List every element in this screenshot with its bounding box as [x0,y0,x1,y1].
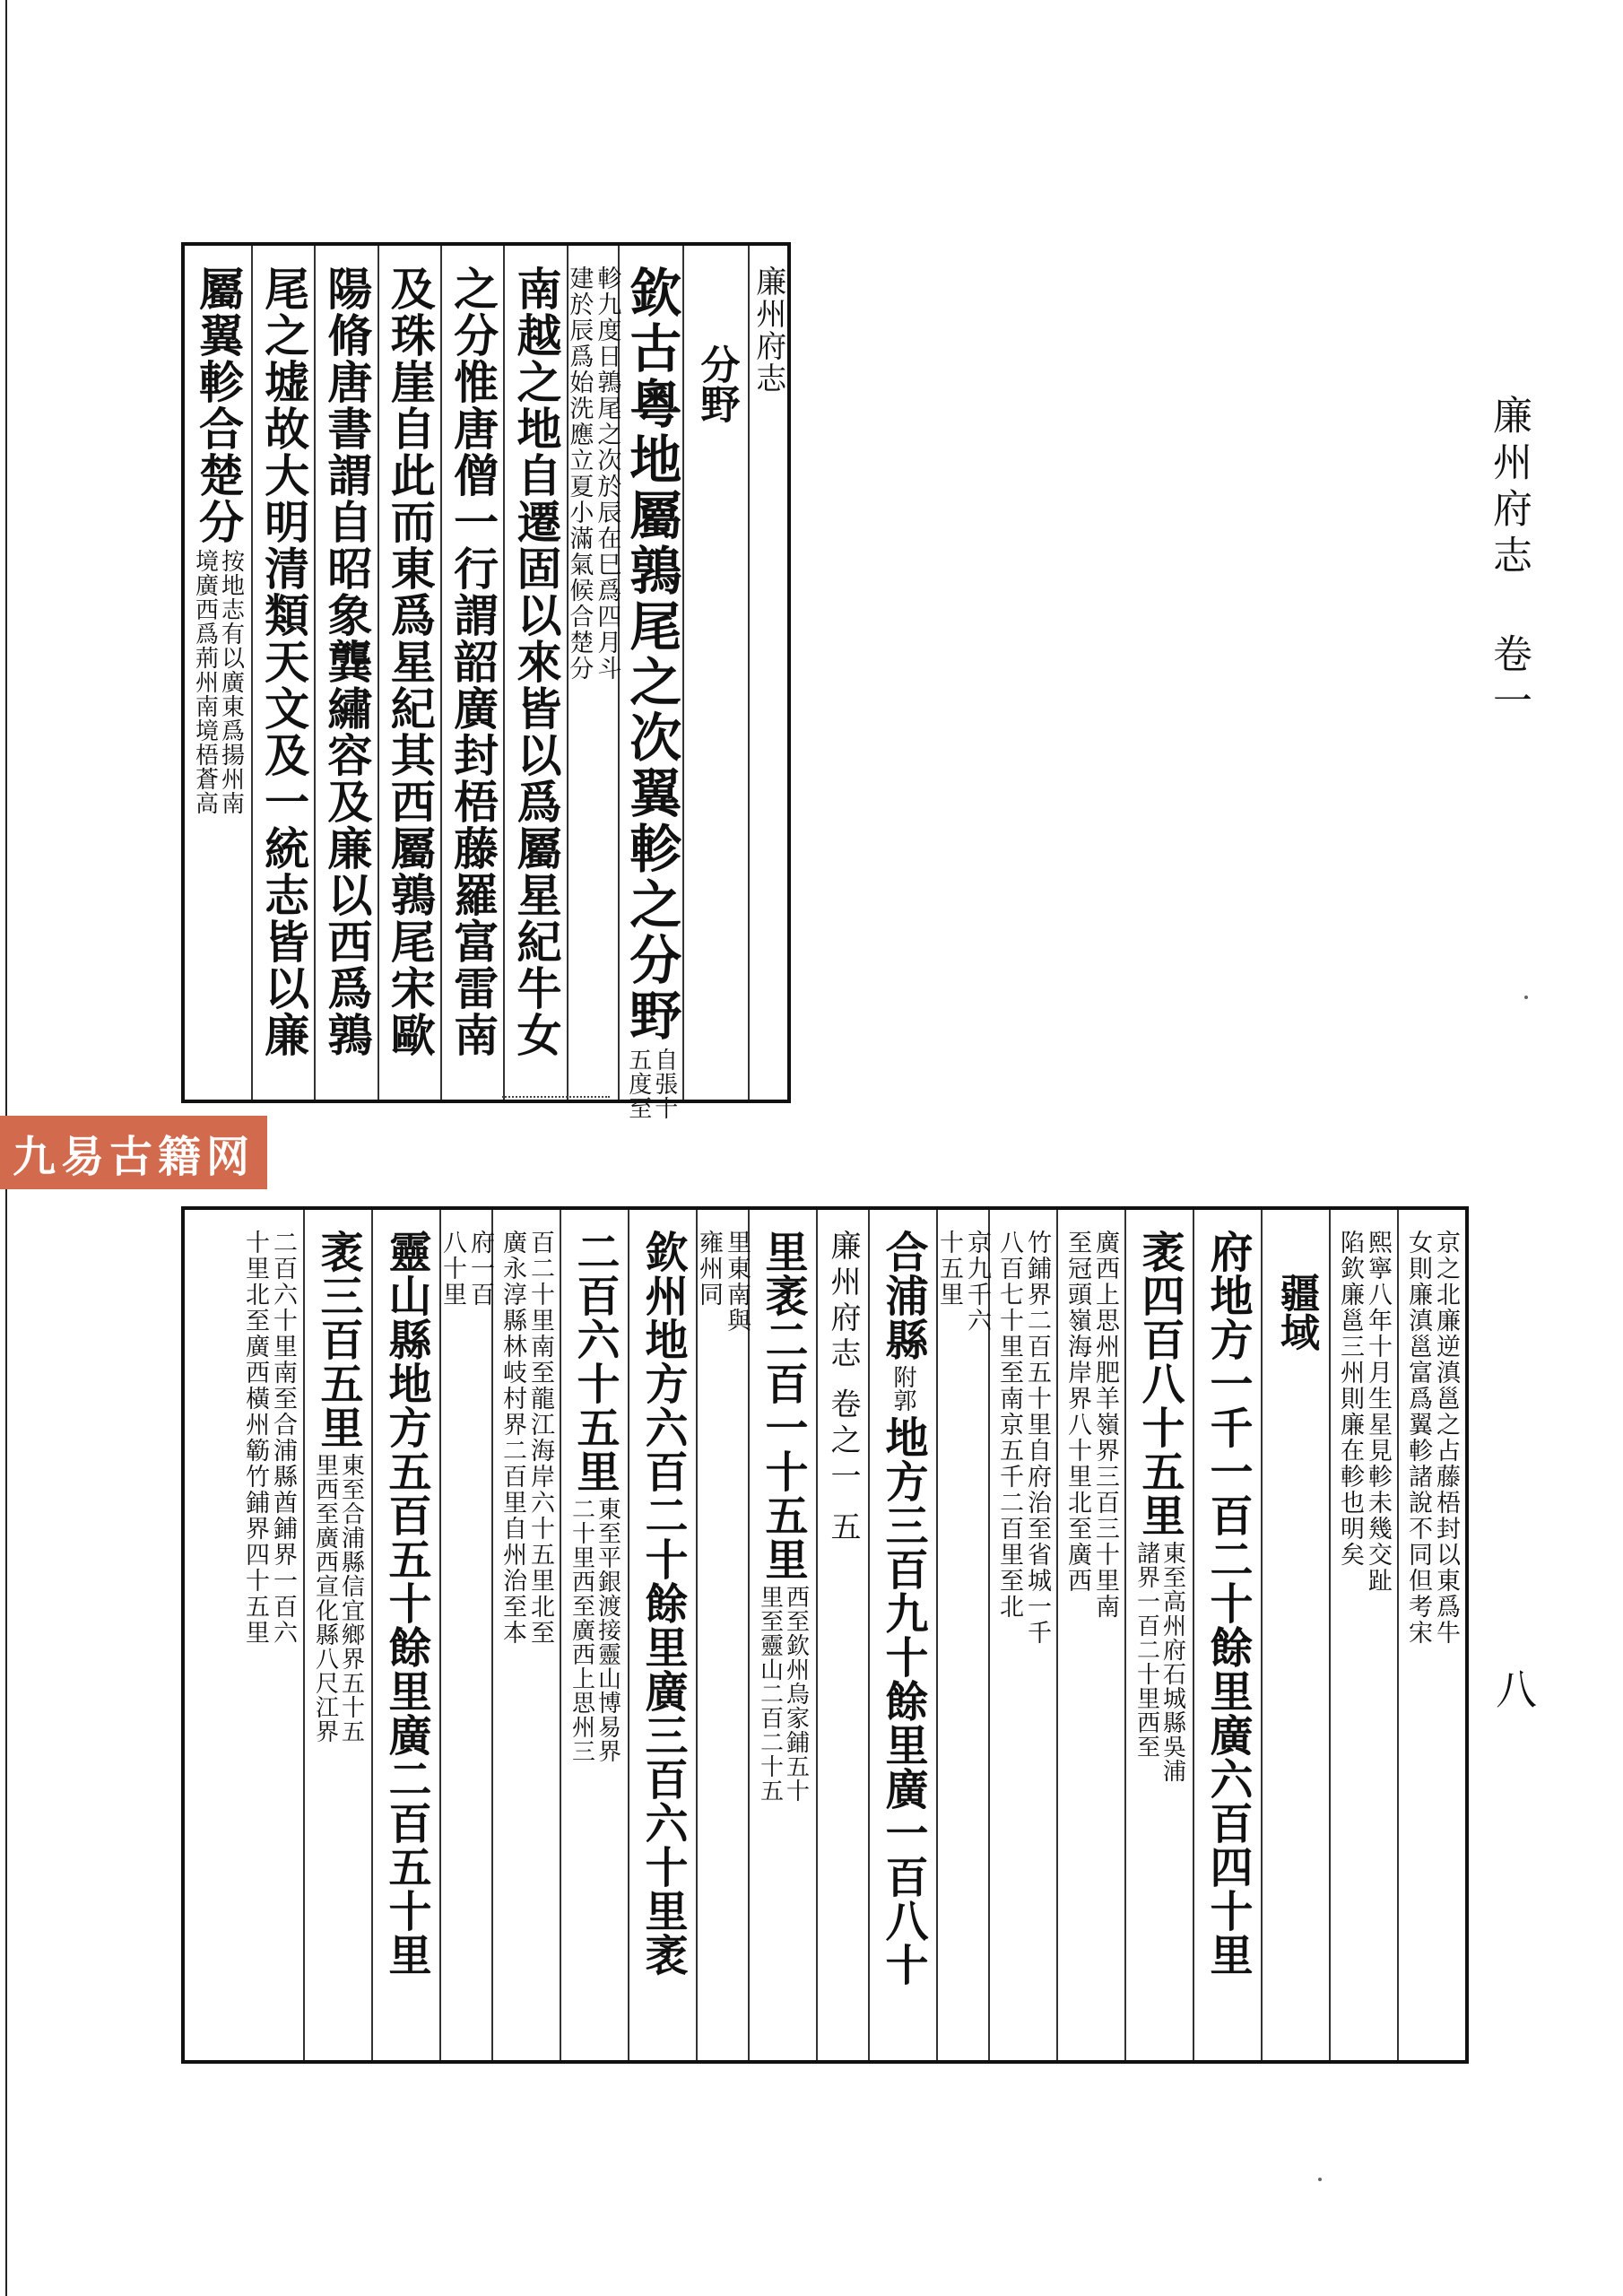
note-text: 京九千六 [963,1230,991,1334]
column-section [682,246,747,1100]
column-text [503,246,566,1100]
column-text [314,246,377,1100]
column-note [1329,1210,1397,2060]
note-text: 自張十 [650,1048,678,1120]
column-text [378,246,440,1100]
note-text: 西至欽州烏家鋪五十 [782,1585,810,1803]
scan-speck [1318,2178,1322,2181]
main-text: 袤三百五里 [313,1230,363,1449]
main-text: 南越之地自遷固以來皆以爲屬星紀牛女 [509,265,563,1058]
column-text [628,1210,696,2060]
column-note [935,1210,991,2060]
column-note [438,1210,494,2060]
column-text [185,246,251,1100]
column-note [565,246,621,1100]
note-text: 軫九度日鶉尾之次於辰在巳爲四月斗 [593,265,621,682]
column-note [988,1210,1056,2060]
column-text [618,246,682,1120]
column-text [748,1210,816,2060]
note-text: 府一百 [466,1230,494,1308]
main-text: 欽古粵地屬鶉尾之次翼軫之分野 [621,265,682,1044]
note-text: 東至平銀渡接靈山博易界 [594,1497,621,1763]
note-text: 八十里 [438,1230,466,1308]
running-header-volume: 卷一 [1486,633,1532,726]
page-bottom-mark [502,1096,610,1098]
note-text: 竹鋪界二百五十里自府治至省城一千 [1023,1230,1051,1646]
main-text: 府地方一千一百二十餘里廣六百四十里 [1202,1230,1253,1977]
column-text [371,1210,439,2060]
running-header-title: 廉州府志 [1486,395,1532,581]
margin-title: 廉州府志 [750,265,786,395]
column-margin [748,246,787,1100]
running-header [1486,395,1532,726]
note-text: 二百六十里南至合浦縣酋鋪界一百六 [269,1230,297,1646]
column-note [695,1210,751,2060]
note-text: 諸界一百二十里西至 [1133,1541,1160,1759]
column-note [491,1210,560,2060]
scan-speck [1524,996,1528,999]
main-text: 二百六十五里 [569,1230,620,1493]
main-text: 合浦縣 [878,1230,928,1361]
note-text: 女則廉滇邕富爲翼軫諸說不同但考宋 [1404,1230,1432,1646]
column-text [1193,1210,1261,2060]
column-note [1397,1210,1465,2060]
note-text: 至冠頭嶺海岸界八十里北至廣西 [1063,1230,1091,1594]
column-text [1124,1210,1193,2060]
note-text: 東至高州府石城縣吳浦 [1159,1541,1186,1783]
column-note [235,1210,303,2060]
note-text: 按地志有以廣東爲揚州南 [217,549,245,815]
column-text [440,246,503,1100]
main-text: 之分惟唐僧一行謂韶廣封梧藤羅富雷南 [447,265,500,1058]
fold-caption: 廉州府志 卷之一 五 [825,1230,861,1547]
column-text [560,1210,628,2060]
note-text: 建於辰爲始洗應立夏小滿氣候合楚分 [565,265,594,682]
note-text: 五度至 [624,1048,652,1120]
section-heading: 分野 [693,344,740,423]
note-text: 十里北至廣西橫州簕竹鋪界四十五里 [241,1230,269,1646]
note-text: 里西至廣西宣化縣八尺江界 [311,1453,339,1744]
watermark-logo: 九易古籍网 [0,1116,267,1189]
note-text: 廣西上思州肥羊嶺界三百三十里南 [1091,1230,1119,1620]
column-text [303,1210,371,2060]
main-text: 屬翼軫合楚分 [191,265,245,545]
column-text [868,1210,936,2060]
main-text: 陽脩唐書謂自昭象龔繡容及廉以西爲鶉 [320,265,374,1058]
note-text: 百二十里南至龍江海岸六十五里北至 [526,1230,554,1646]
note-text: 里東南與 [723,1230,751,1334]
column-fold [816,1210,868,2060]
column-section [1261,1210,1329,2060]
main-text: 尾之墟故大明清類天文及一統志皆以廉 [257,265,311,1058]
scan-page-top [181,242,791,1120]
main-text: 袤四百八十五里 [1134,1230,1185,1537]
scan-page-bottom [181,1206,1469,2064]
note-text: 陷欽廉邕三州則廉在軫也明矣 [1336,1230,1364,1568]
note-text: 熙寧八年十月生星見軫未幾交趾 [1364,1230,1392,1594]
column-note [1056,1210,1124,2060]
note-text: 里至靈山二百二十五 [756,1585,784,1803]
main-text: 地方三百九十餘里廣一百八十 [878,1415,928,1987]
note-text: 境廣西爲荊州南境梧蒼高 [191,549,219,815]
section-heading: 疆域 [1273,1273,1319,1352]
main-text: 及珠崖自此而東爲星紀其西屬鶉尾宋歐 [383,265,437,1058]
note-text: 東至合浦縣信宜鄉界五十五 [337,1453,365,1744]
note-text: 廣永淳縣林岐村界二百里自州治至本 [499,1230,526,1646]
note-text: 附郭 [890,1365,916,1412]
main-text: 里袤二百一十五里 [758,1230,808,1581]
note-text: 八百七十里至南京五千二百里至北 [995,1230,1023,1620]
note-text: 二十里西至廣西上思州三 [568,1497,595,1763]
note-text: 十五里 [935,1230,963,1308]
main-text: 欽州地方六百二十餘里廣三百六十里袤 [638,1230,688,1977]
note-text: 雍州同 [695,1230,723,1308]
main-text: 靈山縣地方五百五十餘里廣二百五十里 [381,1230,431,1977]
column-text [251,246,314,1100]
note-text: 京之北廉逆滇邕之占藤梧封以東爲牛 [1432,1230,1460,1646]
page-number: 八 [1496,1665,1537,1714]
